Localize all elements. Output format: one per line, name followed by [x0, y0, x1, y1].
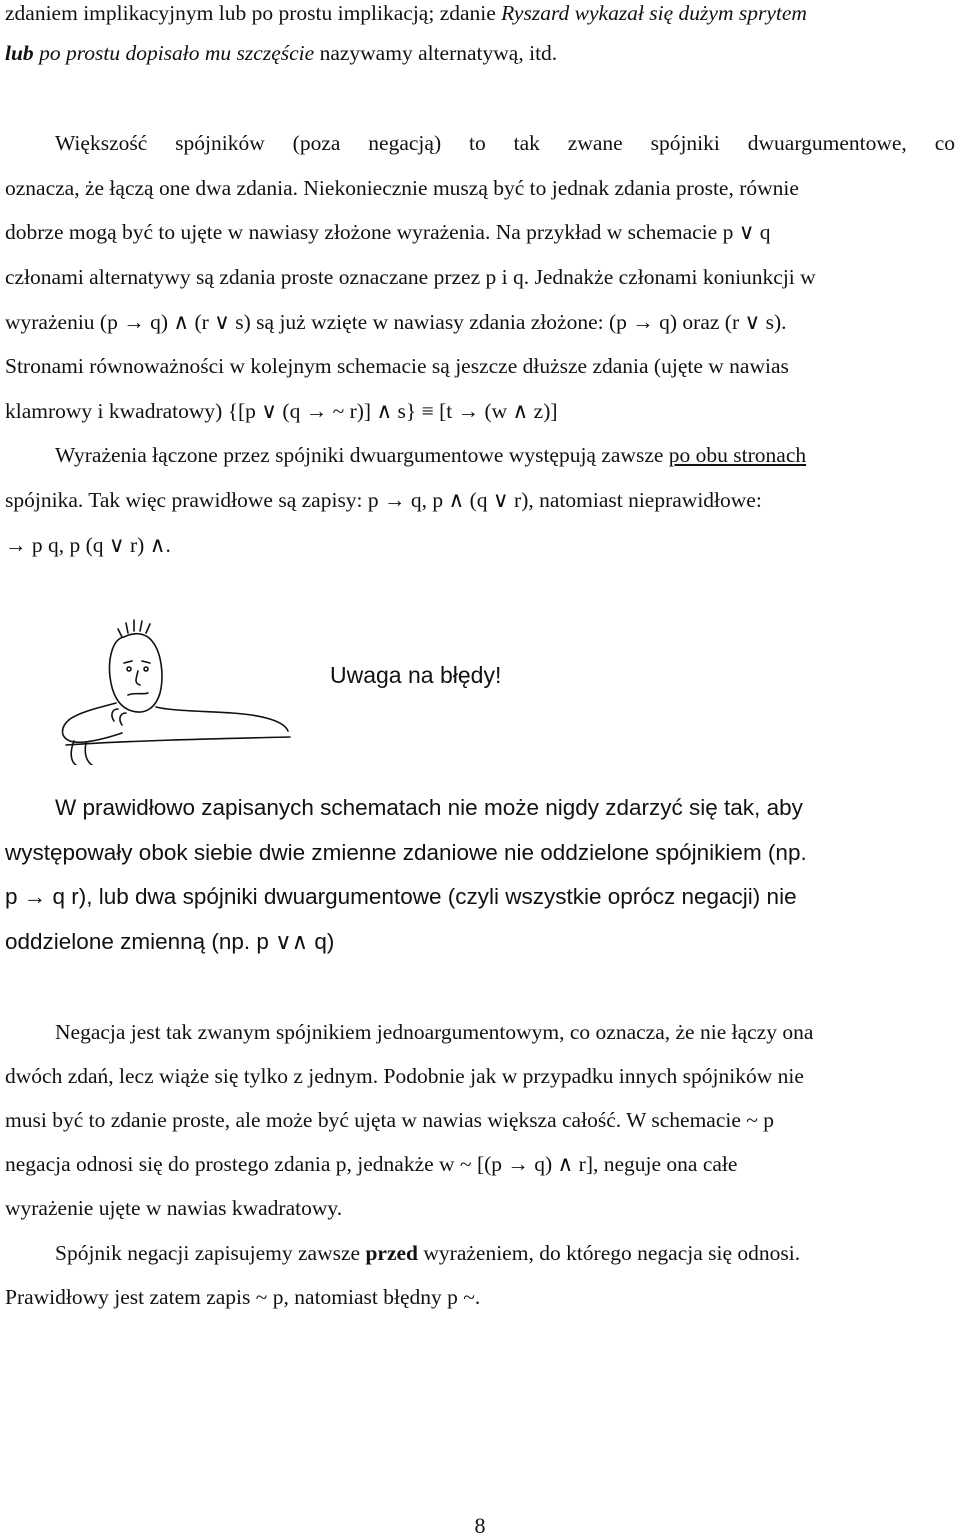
word: tak [513, 131, 540, 155]
warning-line-3: p → q r), lub dwa spójniki dwuargumentowe (czyli wszystkie oprócz negacji) nie [5, 884, 797, 909]
italic-example: po prostu dopisało mu szczęście [33, 41, 315, 65]
warning-line-2: występowały obok siebie dwie zmienne zdaniowe nie oddzielone spójnikiem (np. [5, 840, 807, 865]
text-run: Wyrażenia łączone przez spójniki dwuargumentowe występują zawsze [55, 443, 669, 467]
underlined-phrase: po obu stronach [668, 443, 807, 467]
paragraph-3-line-4: negacja odnosi się do prostego zdania p, jednakże w ~ [(p → q) ∧ r], neguje ona całe [5, 1152, 738, 1176]
word: negacją) [368, 131, 442, 155]
word: to [469, 131, 486, 155]
paragraph-1-line-7: klamrowy i kwadratowy) {[p ∨ (q → ~ r)] ∧ s} ≡ [t → (w ∧ z)] [5, 399, 558, 423]
paragraph-2-line-1 [55, 442, 806, 468]
bold-italic-connective: lub [5, 41, 34, 65]
paragraph-1-line-2: oznacza, że łączą one dwa zdania. Niekoniecznie muszą być to jednak zdania proste, równie [5, 176, 799, 200]
paragraph-1-line-3: dobrze mogą być to ujęte w nawiasy złożone wyrażenia. Na przykład w schemacie p ∨ q [5, 220, 771, 244]
paragraph-3-line-1: Negacja jest tak zwanym spójnikiem jednoargumentowym, co oznacza, że nie łączy ona [55, 1020, 814, 1044]
word: spójników [175, 131, 265, 155]
word: zwane [567, 131, 623, 155]
paragraph-2-line-2: spójnika. Tak więc prawidłowe są zapisy: p → q, p ∧ (q ∨ r), natomiast nieprawidłowe: [5, 488, 762, 512]
paragraph-3-line-2: dwóch zdań, lecz wiąże się tylko z jednym. Podobnie jak w przypadku innych spójników nie [5, 1064, 804, 1088]
word: co [934, 131, 955, 155]
paragraph-0-line-2 [5, 40, 557, 66]
text-run: Spójnik negacji zapisujemy zawsze [55, 1241, 366, 1265]
text-run: zdaniem implikacyjnym lub po prostu implikacją; zdanie [5, 1, 502, 25]
paragraph-1-line-5: wyrażeniu (p → q) ∧ (r ∨ s) są już wzięte w nawiasy zdania złożone: (p → q) oraz (r ∨ s). [5, 310, 787, 334]
paragraph-3-line-5: wyrażenie ujęte w nawias kwadratowy. [5, 1196, 343, 1220]
italic-example: Ryszard wykazał się dużym sprytem [501, 1, 807, 25]
paragraph-3-line-3: musi być to zdanie proste, ale może być ujęta w nawias większa całość. W schemacie ~ p [5, 1108, 775, 1132]
bold-word: przed [365, 1241, 419, 1265]
paragraph-2-line-3: → p q, p (q ∨ r) ∧. [5, 533, 171, 557]
paragraph-1-line-6: Stronami równoważności w kolejnym schemacie są jeszcze dłuższe zdania (ujęte w nawias [5, 354, 789, 378]
page-number: 8 [474, 1513, 486, 1538]
paragraph-4-line-1 [55, 1240, 800, 1266]
paragraph-1-line-1 [55, 130, 955, 156]
word: (poza [292, 131, 341, 155]
thinking-figure-illustration [52, 615, 292, 765]
paragraph-4-line-2: Prawidłowy jest zatem zapis ~ p, natomiast błędny p ~. [5, 1285, 481, 1309]
word: Większość [55, 131, 148, 155]
warning-line-1: W prawidłowo zapisanych schematach nie może nigdy zdarzyć się tak, aby [55, 795, 803, 820]
word: spójniki [650, 131, 720, 155]
paragraph-0-line-1 [5, 0, 807, 26]
warning-heading: Uwaga na błędy! [330, 662, 502, 688]
warning-line-4: oddzielone zmienną (np. p ∨∧ q) [5, 929, 335, 954]
text-run: wyrażeniem, do którego negacja się odnosi. [418, 1241, 801, 1265]
word: dwuargumentowe, [747, 131, 907, 155]
paragraph-1-line-4: członami alternatywy są zdania proste oznaczane przez p i q. Jednakże członami koniunkcji w [5, 265, 816, 289]
text-run: nazywamy alternatywą, itd. [314, 41, 558, 65]
